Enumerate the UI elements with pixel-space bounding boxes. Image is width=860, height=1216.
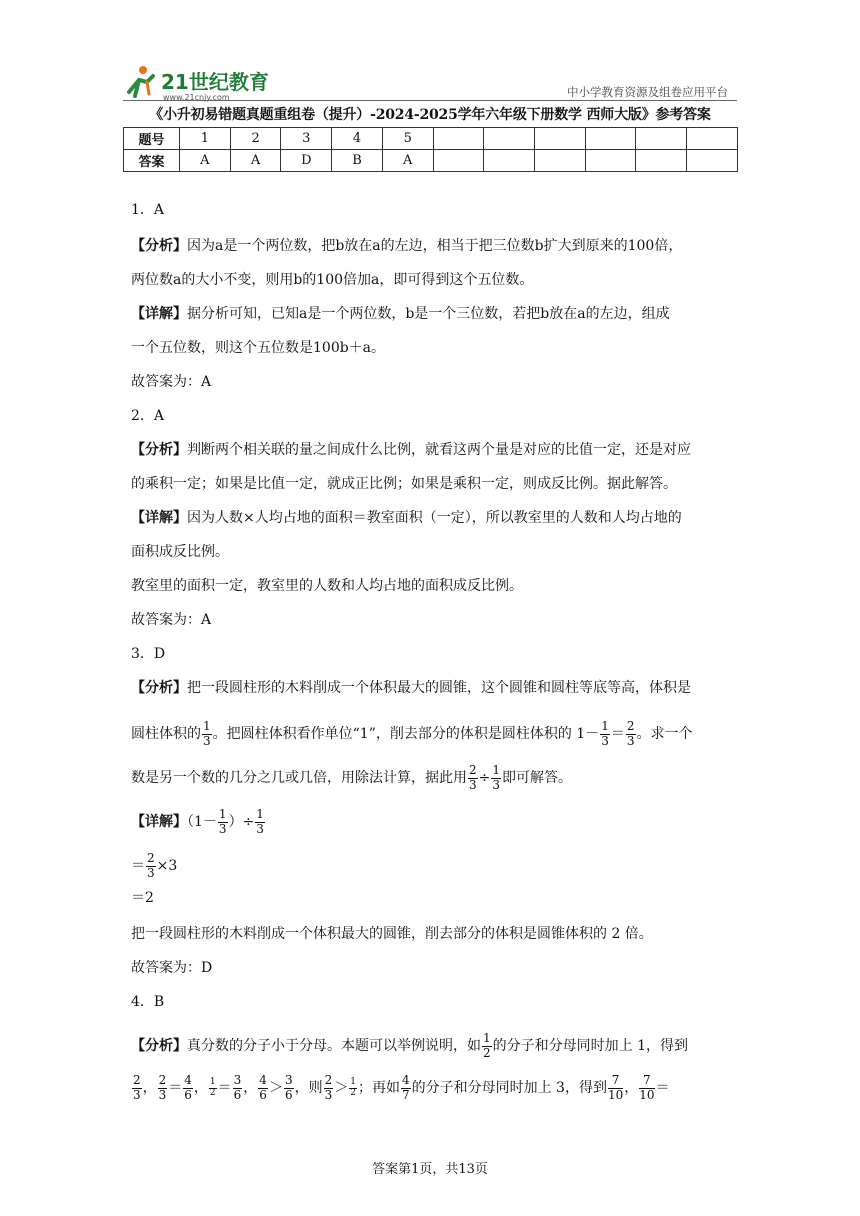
answer-cell (636, 150, 687, 172)
fraction (218, 808, 228, 835)
number-cell: 3 (281, 128, 332, 150)
fraction (183, 1074, 193, 1101)
numerator: 2 (626, 719, 635, 734)
denominator: 3 (158, 1087, 167, 1102)
q3-head: 3．D (131, 646, 166, 662)
numerator: 7 (639, 1074, 654, 1088)
q4-analysis-line (131, 1026, 737, 1066)
text-segment: 。把圆柱体积看作单位“1”，削去部分的体积是圆柱体积的 1－ (212, 726, 600, 742)
denominator: 10 (639, 1087, 655, 1102)
numerator: 4 (259, 1073, 267, 1088)
denominator: 2 (350, 1087, 356, 1098)
q3-answer: 故答案为：D (131, 960, 213, 976)
q3-analysis-line (131, 712, 737, 756)
fraction (349, 1078, 357, 1098)
numerator: 3 (284, 1073, 293, 1088)
number-cell (535, 128, 586, 150)
denominator: 3 (626, 733, 635, 748)
fraction (209, 1078, 217, 1098)
text-segment: ×3 (156, 858, 178, 874)
numerator: 4 (401, 1073, 410, 1088)
numerator: 3 (233, 1073, 242, 1088)
text-segment: ， (142, 1080, 157, 1096)
answer-cell (433, 150, 484, 172)
analysis-tag: 【分析】 (131, 680, 187, 696)
number-cell (687, 128, 738, 150)
q1-answer: 故答案为：A (131, 374, 212, 390)
answer-row (124, 150, 738, 172)
denominator: 10 (607, 1087, 624, 1102)
answer-cell (535, 150, 586, 172)
numerator: 1 (483, 1031, 491, 1046)
text-segment: （1－ (187, 814, 217, 830)
runner-icon (129, 66, 153, 96)
fraction (158, 1074, 168, 1101)
text-segment: ，则 (294, 1080, 323, 1096)
logo (123, 62, 283, 102)
fraction (233, 1074, 243, 1101)
number-cell (433, 128, 484, 150)
q2-analysis-line: 的乘积一定；如果是比值一定，就成正比例；如果是乘积一定，则成反比例。据此解答。 (131, 476, 677, 492)
denominator: 6 (259, 1087, 267, 1102)
number-cell: 2 (230, 128, 281, 150)
logo-url: www.21cnjy.com (163, 93, 230, 102)
fraction (255, 808, 265, 835)
q2-detail-line: 教室里的面积一定，教室里的人数和人均占地的面积成反比例。 (131, 578, 523, 594)
denominator: 3 (218, 821, 227, 836)
text-segment: 真分数的分子小于分母。本题可以举例说明，如 (187, 1038, 481, 1054)
fraction (324, 1074, 334, 1101)
platform-text: 中小学教育资源及组卷应用平台 (567, 85, 728, 99)
q1-analysis-line (131, 236, 737, 270)
numerator: 2 (147, 851, 155, 866)
answer-cell: A (180, 150, 231, 172)
q3-analysis-line (131, 756, 737, 800)
q1-analysis-text: 因为a是一个两位数，把b放在a的左边，相当于把三位数b扩大到原来的100倍， (187, 238, 683, 254)
answer-cell: A (230, 150, 281, 172)
analysis-tag: 【分析】 (131, 238, 187, 254)
numerator: 2 (324, 1073, 333, 1088)
numerator: 1 (256, 807, 264, 822)
row-label: 题号 (124, 128, 180, 150)
fraction (146, 852, 156, 879)
text-segment: 的分子和分母同时加上 3，得到 (411, 1080, 607, 1096)
text-segment: ＞ (268, 1080, 283, 1096)
answer-cell (585, 150, 636, 172)
answer-cell: B (332, 150, 383, 172)
numerator: 1 (209, 1077, 216, 1088)
answer-cell (484, 150, 535, 172)
q1-detail-line: 一个五位数，则这个五位数是100b＋a。 (131, 340, 386, 356)
denominator: 3 (203, 733, 211, 748)
text-segment: ， (243, 1080, 258, 1096)
number-row (124, 128, 738, 150)
analysis-tag: 【分析】 (131, 1038, 187, 1054)
q3-detail-line (131, 844, 737, 888)
text-segment: ＝ (610, 726, 625, 742)
document-title: 《小升初易错题真题重组卷（提升）-2024-2025学年六年级下册数学 西师大版》参考答案 (149, 107, 711, 123)
numerator: 7 (608, 1074, 623, 1088)
answer-table (123, 127, 738, 172)
page-footer: 答案第1页，共13页 (372, 1162, 488, 1177)
denominator: 6 (184, 1087, 192, 1102)
answer-cell: D (281, 150, 332, 172)
fraction (608, 1074, 623, 1101)
text-segment: ＝ (131, 858, 145, 874)
number-cell: 1 (180, 128, 231, 150)
fraction (639, 1074, 654, 1101)
detail-tag: 【详解】 (131, 510, 187, 526)
denominator: 3 (147, 865, 155, 880)
q2-head: 2．A (131, 408, 165, 424)
q2-detail-line: 面积成反比例。 (131, 544, 229, 560)
numerator: 2 (133, 1073, 141, 1088)
numerator: 1 (218, 807, 227, 822)
q2-analysis-text: 判断两个相关联的量之间成什么比例，就看这两个量是对应的比值一定，还是对应 (187, 442, 691, 458)
fraction (202, 720, 212, 747)
fraction (468, 764, 478, 791)
q1-detail-text: 据分析可知，已知a是一个两位数，b是一个三位数，若把b放在a的左边，组成 (187, 306, 670, 322)
row-label: 答案 (124, 150, 180, 172)
text-segment: ＝ (655, 1080, 670, 1096)
q4-head: 4．B (131, 994, 165, 1010)
q2-analysis-line (131, 440, 737, 474)
q1-analysis-line: 两位数a的大小不变，则用b的100倍加a，即可得到这个五位数。 (131, 272, 534, 288)
fraction (491, 764, 501, 791)
text-segment: 。求一个 (636, 726, 693, 742)
numerator: 1 (350, 1077, 356, 1088)
denominator: 6 (233, 1087, 242, 1102)
q3-analysis-text: 把一段圆柱形的木料削成一个体积最大的圆锥，这个圆锥和圆柱等底等高，体积是 (187, 680, 691, 696)
denominator: 3 (133, 1087, 141, 1102)
denominator: 3 (256, 821, 264, 836)
fraction (132, 1074, 142, 1101)
number-cell (484, 128, 535, 150)
header-rule (123, 100, 737, 101)
number-cell (585, 128, 636, 150)
numerator: 4 (184, 1073, 192, 1088)
numerator: 2 (469, 763, 477, 778)
divide-sign: ÷ (478, 770, 491, 786)
text-segment: ， (193, 1080, 208, 1096)
text-segment: 圆柱体积的 (131, 726, 201, 742)
denominator: 3 (492, 777, 501, 792)
numerator: 1 (601, 719, 609, 734)
denominator: 2 (209, 1087, 216, 1098)
answer-cell (687, 150, 738, 172)
denominator: 3 (601, 733, 609, 748)
fraction (600, 720, 610, 747)
q2-detail-line (131, 508, 737, 542)
q3-detail-line: 把一段圆柱形的木料削成一个体积最大的圆锥，削去部分的体积是圆锥体积的 2 倍。 (131, 926, 653, 942)
text-segment: 即可解答。 (502, 770, 573, 786)
q4-analysis-line (131, 1066, 737, 1110)
q3-detail-line (131, 800, 737, 844)
fraction (284, 1074, 294, 1101)
fraction (258, 1074, 268, 1101)
q1-head: 1．A (131, 202, 165, 218)
fraction (482, 1032, 492, 1059)
fraction (626, 720, 636, 747)
answer-content (131, 200, 737, 1110)
numerator: 1 (203, 719, 211, 734)
text-segment: 的分子和分母同时加上 1，得到 (492, 1038, 688, 1054)
denominator: 6 (284, 1087, 293, 1102)
text-segment: ＞ (334, 1080, 349, 1096)
text-segment: ＝ (217, 1080, 232, 1096)
q3-analysis-line (131, 678, 737, 712)
text-segment: ＝ (168, 1080, 183, 1096)
denominator: 7 (401, 1087, 410, 1102)
q1-detail-line (131, 304, 737, 338)
denominator: 2 (483, 1045, 491, 1060)
detail-tag: 【详解】 (131, 814, 187, 830)
fraction (401, 1074, 411, 1101)
q2-detail-text: 因为人数×人均占地的面积＝教室面积（一定），所以教室里的人数和人均占地的 (187, 510, 682, 526)
number-cell (636, 128, 687, 150)
numerator: 2 (158, 1073, 167, 1088)
text-segment: ， (624, 1080, 639, 1096)
q3-detail-line: ＝2 (131, 890, 154, 906)
denominator: 3 (324, 1087, 333, 1102)
denominator: 3 (469, 777, 477, 792)
analysis-tag: 【分析】 (131, 442, 187, 458)
detail-tag: 【详解】 (131, 306, 187, 322)
answer-cell: A (382, 150, 433, 172)
text-segment: ；再如 (357, 1080, 400, 1096)
q2-answer: 故答案为：A (131, 612, 212, 628)
number-cell: 5 (382, 128, 433, 150)
text-segment: 数是另一个数的几分之几或几倍，用除法计算，据此用 (131, 770, 467, 786)
logo-text: 21世纪教育 (161, 70, 269, 94)
numerator: 1 (492, 763, 501, 778)
number-cell: 4 (332, 128, 383, 150)
text-segment: ）÷ (228, 814, 255, 830)
